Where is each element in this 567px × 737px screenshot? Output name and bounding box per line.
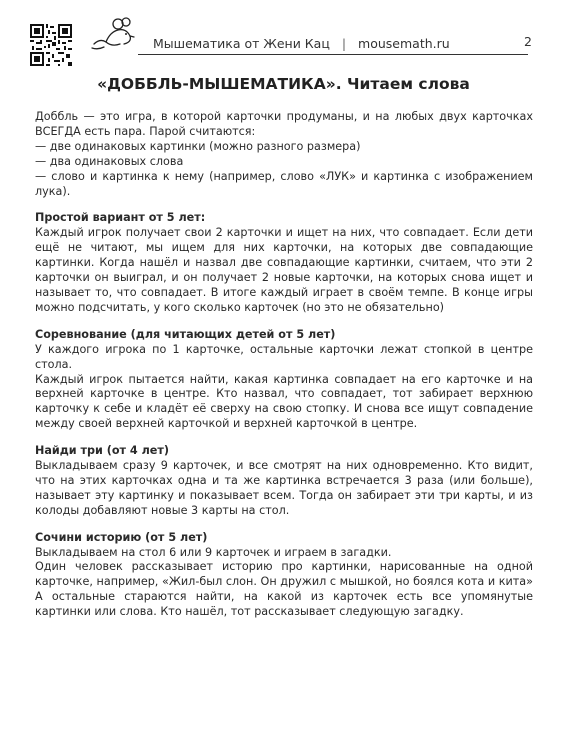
section-heading: Найди три (от 4 лет) bbox=[35, 444, 169, 458]
qr-code-icon bbox=[30, 24, 72, 66]
intro-list-item: — слово и картинка к нему (например, слово «ЛУК» и картинка с изображением лука). bbox=[35, 169, 533, 198]
section-simple-variant bbox=[35, 211, 533, 315]
page-title: «ДОББЛЬ-МЫШЕМАТИКА». Читаем слова bbox=[97, 75, 470, 93]
brand-name: Мышематика от Жени Кац bbox=[153, 36, 330, 51]
section-paragraph: Один человек рассказывает историю про картинки, нарисованные на одной карточке, например, «Жил-был слон. Он дружил с мышкой, но боялся кота и кита» А остальные стараются найти, на какой из карточек есть все упомянутые картинки или слова. Кто нашёл, тот рассказывает следующую загадку. bbox=[35, 560, 533, 619]
intro-paragraph: Доббль — это игра, в которой карточки продуманы, и на любых двух карточках ВСЕГДА есть пара. Парой считаются: bbox=[35, 110, 533, 138]
section-heading: Сочини историю (от 5 лет) bbox=[35, 530, 208, 544]
section-paragraph: У каждого игрока по 1 карточке, остальные карточки лежат стопкой в центре стола. bbox=[35, 342, 533, 371]
page-number: 2 bbox=[524, 34, 532, 49]
header-separator: | bbox=[341, 36, 347, 51]
site-url: mousemath.ru bbox=[358, 36, 450, 51]
intro-list-item: — два одинаковых слова bbox=[35, 154, 184, 168]
intro-list-item: — две одинаковых картинки (можно разного размера) bbox=[35, 139, 361, 153]
section-paragraph: Каждый игрок получает свои 2 карточки и ищет на них, что совпадает. Если дети ещё не читают, мы ищем для них карточки, на которых две совпадающие картинки. Когда нашёл и назвал две совпадающие картинки, считаем, что эти 2 карточки он выиграл, и он получает 2 новые карточки, на которых снова ищет и называет то, что совпадает. В итоге каждый играет в своём темпе. В конце игры можно подсчитать, у кого сколько карточек (но это не обязательно) bbox=[35, 226, 533, 314]
document-body bbox=[35, 110, 533, 620]
section-paragraph: Каждый игрок пытается найти, какая картинка совпадает на его карточке и на верхней карточке в центре. Кто назвал, что совпадает, тот забирает верхнюю карточку к себе и кладёт её сверху на свою стопку. И снова все ищут совпадение между своей верхней карточкой и верхней карточкой в центре. bbox=[35, 372, 533, 431]
mouse-logo-icon bbox=[90, 14, 136, 54]
section-paragraph: Выкладываем на стол 6 или 9 карточек и играем в загадки. bbox=[35, 545, 392, 559]
page-header bbox=[0, 0, 567, 80]
section-make-story bbox=[35, 531, 533, 620]
section-paragraph: Выкладываем сразу 9 карточек, и все смотрят на них одновременно. Кто видит, что на этих карточках одна и та же картинка встречается 3 раза (или больше), называет эту картинку и показывает всем. Тогда он забирает эти три карты, и из колоды добавляют новые 3 карты на стол. bbox=[35, 459, 533, 517]
section-competition bbox=[35, 328, 533, 432]
section-heading: Соревнование (для читающих детей от 5 лет) bbox=[35, 327, 336, 341]
header-title bbox=[153, 36, 450, 51]
header-rule bbox=[138, 54, 528, 55]
section-heading: Простой вариант от 5 лет: bbox=[35, 211, 206, 225]
section-find-three bbox=[35, 444, 533, 519]
